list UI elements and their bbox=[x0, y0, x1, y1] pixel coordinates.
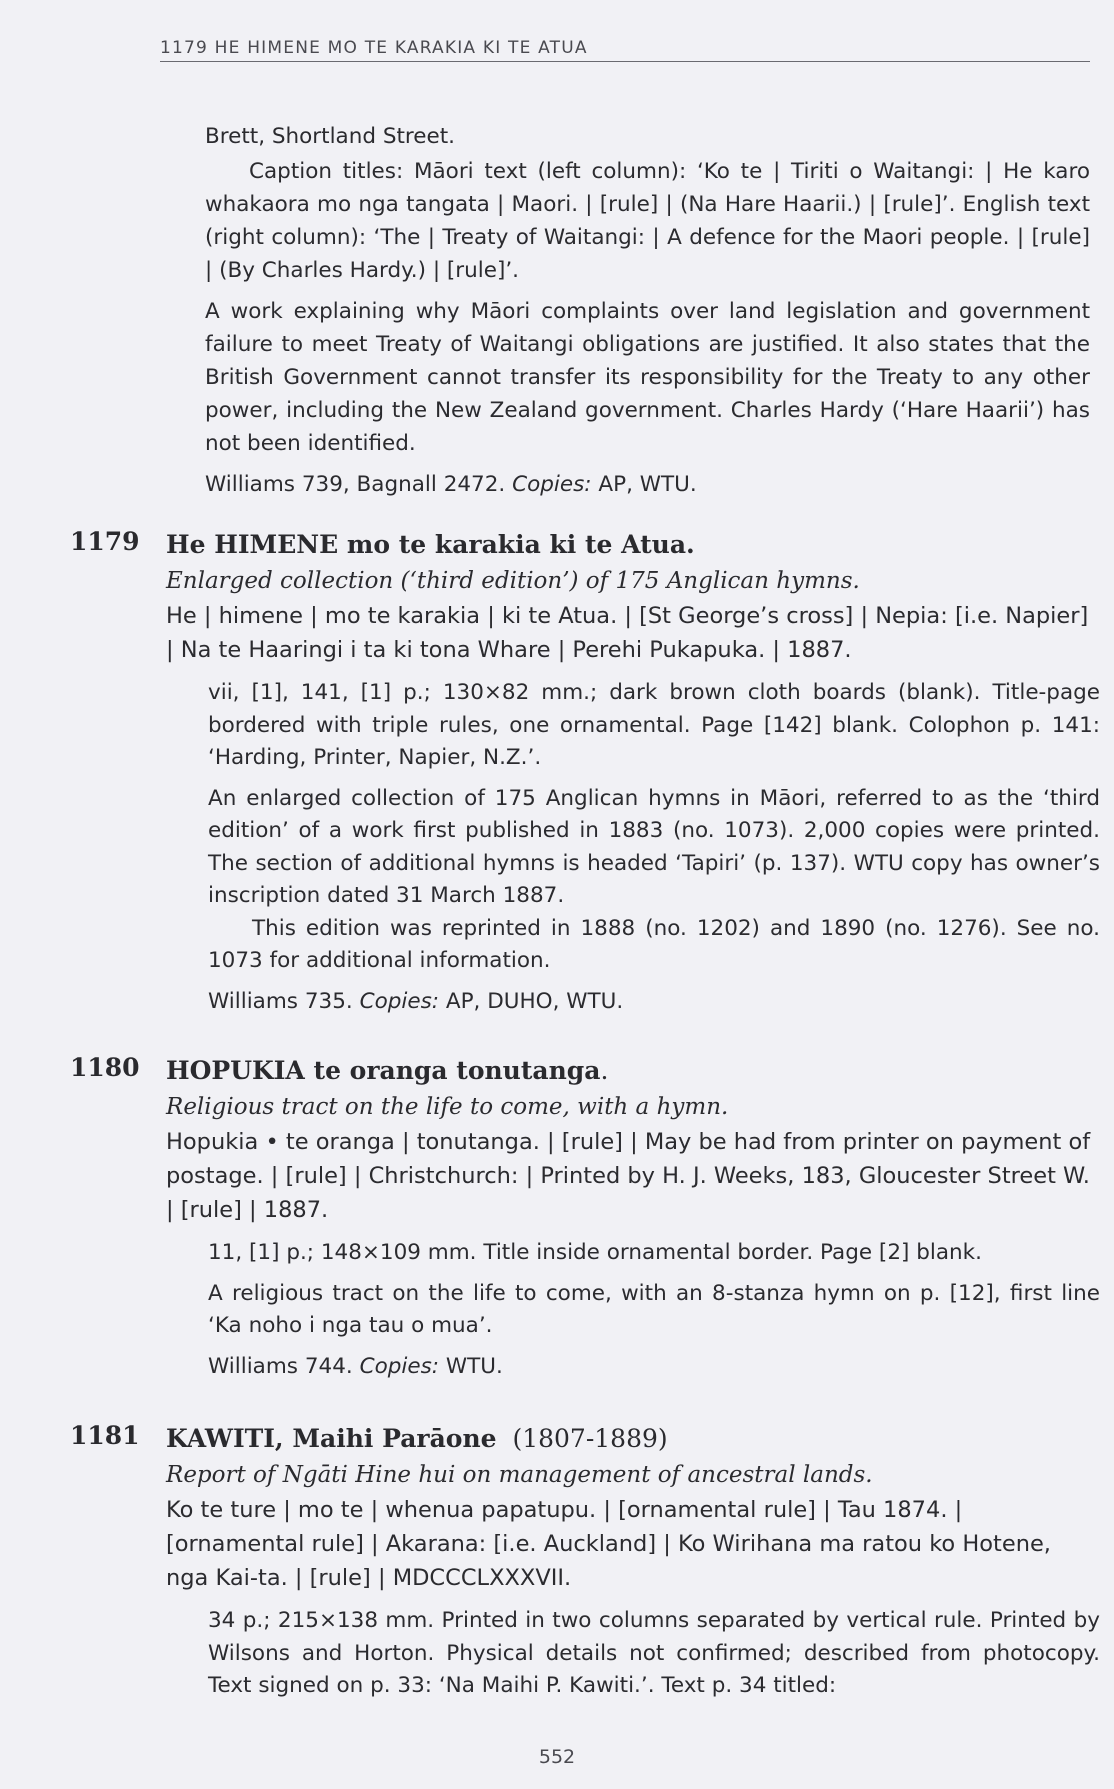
entry-description bbox=[208, 677, 1100, 1018]
entry-title bbox=[166, 1421, 1100, 1457]
entry-title bbox=[166, 1053, 1100, 1089]
physical-description: vii, [1], 141, [1] p.; 130×82 mm.; dark brown cloth boards (blank). Title-page bordered with triple rules, one ornamental. Page [142] blank. Colophon p. 141: ‘Harding, Printer, Napier, N.Z.’. bbox=[208, 680, 1100, 770]
running-head: 1179 HE HIMENE MO TE KARAKIA KI TE ATUA bbox=[160, 38, 1090, 62]
entry-refs bbox=[208, 1351, 1100, 1384]
refs-text: Williams 744. bbox=[208, 1353, 353, 1379]
entry-title-main: KAWITI, Maihi Parāone bbox=[166, 1424, 497, 1453]
copies-label: Copies: bbox=[512, 472, 592, 497]
entry-title bbox=[166, 527, 1100, 563]
refs-text: Williams 739, Bagnall 2472. bbox=[205, 472, 506, 497]
entry-description bbox=[208, 1605, 1100, 1703]
continuation-refs bbox=[205, 468, 1090, 501]
entry-note-2: This edition was reprinted in 1888 (no. 1202) and 1890 (no. 1276). See no. 1073 for additional information. bbox=[208, 915, 1100, 973]
entry-subtitle: Enlarged collection (‘third edition’) of 175 Anglican hymns. bbox=[166, 568, 860, 594]
entry-subtitle: Report of Ngāti Hine hui on management of ancestral lands. bbox=[166, 1462, 873, 1488]
entry-number: 1180 bbox=[70, 1053, 140, 1082]
copies-label: Copies: bbox=[359, 988, 440, 1014]
continuation-line: Brett, Shortland Street. bbox=[205, 124, 455, 149]
entry-description bbox=[208, 1237, 1100, 1383]
entry-title-main: He HIMENE mo te karakia ki te Atua. bbox=[166, 530, 695, 559]
copies-text: WTU. bbox=[445, 1353, 503, 1379]
entry-title-rest: (1807-1889) bbox=[496, 1424, 668, 1453]
copies-label: Copies: bbox=[359, 1353, 440, 1379]
continuation-block bbox=[205, 120, 1090, 509]
page-number: 552 bbox=[538, 1746, 576, 1768]
entry-note: A religious tract on the life to come, with an 8-stanza hymn on p. [12], first line ‘Ka noho i nga tau o mua’. bbox=[208, 1280, 1100, 1338]
entry-note: An enlarged collection of 175 Anglican hymns in Māori, referred to as the ‘third edition’ of a work first published in 1883 (no. 1073). 2,000 copies were printed. The section of additional hymns is headed ‘Tapiri’ (p. 137). WTU copy has owner’s inscription dated 31 March 1887. bbox=[208, 785, 1100, 908]
entry-refs bbox=[208, 986, 1100, 1019]
continuation-note: A work explaining why Māori complaints over land legislation and government failure to meet Treaty of Waitangi obligations are justified. It also states that the British Government cannot transfer its responsibility for the Treaty to any other power, including the New Zealand government. Charles Hardy (‘Hare Haarii’) has not been identified. bbox=[205, 299, 1090, 456]
entry-number: 1181 bbox=[70, 1421, 140, 1450]
entry-transcription: Ko te ture | mo te | whenua papatupu. | [ornamental rule] | Tau 1874. | [ornamental rule] | Akarana: [i.e. Auckland] | Ko Wirihana ma ratou ko Hotene, nga Kai-ta. | [rule] | MDCCCLXXXVII. bbox=[166, 1497, 1051, 1591]
entry-1179 bbox=[70, 527, 1100, 1026]
entry-title-main: HOPUKIA te oranga tonutanga bbox=[166, 1056, 601, 1085]
refs-text: Williams 735. bbox=[208, 988, 353, 1014]
caption-titles: Caption titles: Māori text (left column): ‘Ko te | Tiriti o Waitangi: | He karo whakaora mo nga tangata | Maori. | [rule] | (Na Hare Haarii.) | [rule]’. English text (right column): ‘The | Treaty of Waitangi: | A defence for the Maori people. | [rule] | (By Charles Hardy.) | [rule]’. bbox=[205, 159, 1090, 283]
entry-subtitle: Religious tract on the life to come, with a hymn. bbox=[166, 1094, 729, 1120]
entry-transcription: Hopukia • te oranga | tonutanga. | [rule] | May be had from printer on payment of postage. | [rule] | Christchurch: | Printed by H. J. Weeks, 183, Gloucester Street W. | [rule] | 1887. bbox=[166, 1129, 1091, 1223]
entry-title-rest: . bbox=[600, 1056, 609, 1085]
copies-text: AP, DUHO, WTU. bbox=[445, 988, 624, 1014]
entry-1180 bbox=[70, 1053, 1100, 1391]
entry-transcription: He | himene | mo te karakia | ki te Atua. | [St George’s cross] | Nepia: [i.e. Napier] | Na te Haaringi i ta ki tona Whare | Perehi Pukapuka. | 1887. bbox=[166, 603, 1089, 663]
entry-1181 bbox=[70, 1421, 1100, 1711]
entry-number: 1179 bbox=[70, 527, 140, 556]
copies-text: AP, WTU. bbox=[598, 472, 697, 497]
physical-description: 11, [1] p.; 148×109 mm. Title inside ornamental border. Page [2] blank. bbox=[208, 1240, 982, 1265]
physical-description: 34 p.; 215×138 mm. Printed in two columns separated by vertical rule. Printed by Wilsons and Horton. Physical details not confirmed; described from photocopy. Text signed on p. 33: ‘Na Maihi P. Kawiti.’. Text p. 34 titled: bbox=[208, 1608, 1100, 1698]
